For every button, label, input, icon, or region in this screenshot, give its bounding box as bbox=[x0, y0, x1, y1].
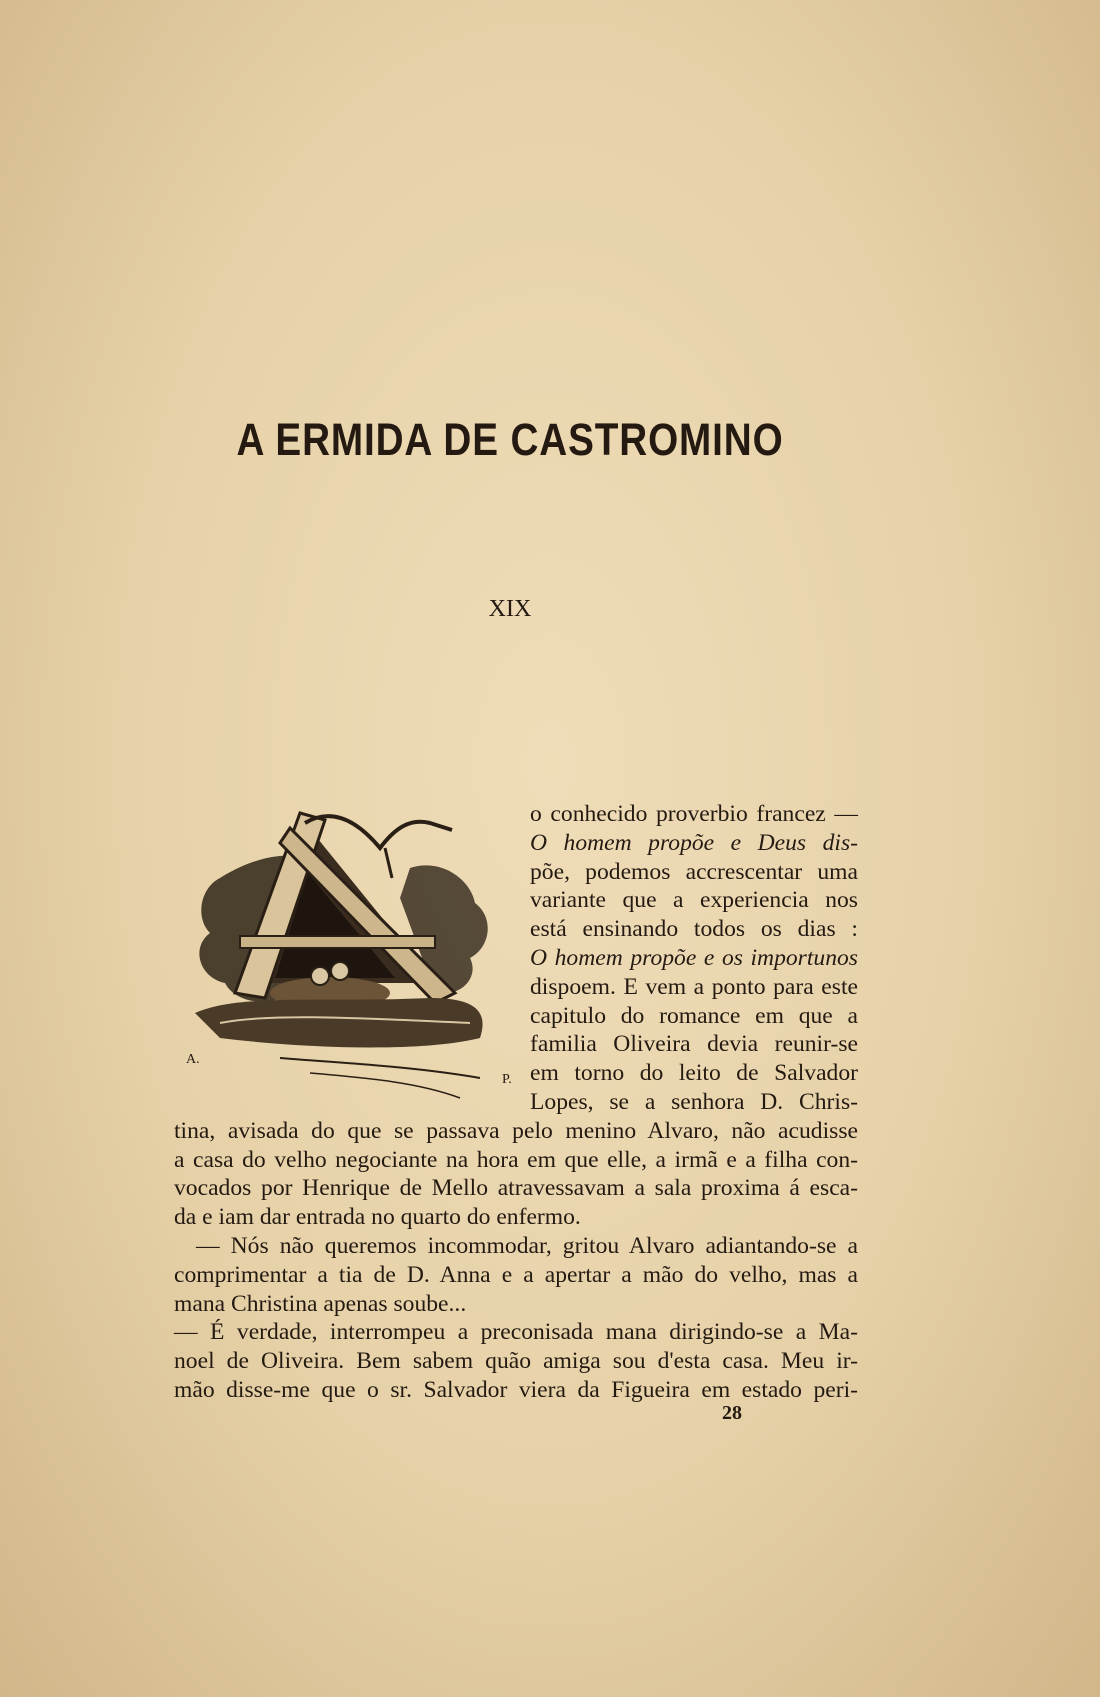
text-line: O homem propõe e Deus dis- bbox=[530, 829, 858, 856]
text-line: a casa do velho negociante na hora em que elle, a irmã e a filha con- bbox=[174, 1146, 858, 1173]
text-line: mana Christina apenas soube... bbox=[174, 1290, 467, 1317]
engraver-mark-p: P. bbox=[502, 1072, 512, 1087]
text-line: noel de Oliveira. Bem sabem quão amiga sou d'esta casa. Meu ir- bbox=[174, 1348, 858, 1375]
text-line: familia Oliveira devia reunir-se bbox=[530, 1031, 858, 1058]
text-line: vocados por Henrique de Mello atravessavam a sala proxima á esca- bbox=[174, 1175, 858, 1202]
text-line: — É verdade, interrompeu a preconisada mana dirigindo-se a Ma- bbox=[174, 1319, 858, 1346]
text-line: variante que a experiencia nos bbox=[530, 887, 858, 914]
body-text bbox=[174, 800, 858, 1405]
page-number: 28 bbox=[722, 1402, 742, 1424]
text-line: — Nós não queremos incommodar, gritou Alvaro adiantando-se a bbox=[196, 1232, 858, 1259]
text-line: capitulo do romance em que a bbox=[530, 1002, 858, 1029]
text-line: em torno do leito de Salvador bbox=[530, 1060, 858, 1087]
text-line: O homem propõe e os importunos bbox=[530, 944, 858, 971]
text-line: põe, podemos accrescentar uma bbox=[530, 858, 858, 885]
text-line: comprimentar a tia de D. Anna e a apertar a mão do velho, mas a bbox=[174, 1261, 858, 1288]
text-line: da e iam dar entrada no quarto do enfermo. bbox=[174, 1204, 581, 1231]
chapter-number: XIX bbox=[488, 596, 532, 622]
text-line: tina, avisada do que se passava pelo menino Alvaro, não acudisse bbox=[174, 1117, 858, 1144]
page-title: A ERMIDA DE CASTROMINO bbox=[236, 414, 784, 465]
text-line: dispoem. E vem a ponto para este bbox=[530, 973, 858, 1000]
text-line: o conhecido proverbio francez — bbox=[530, 801, 858, 827]
text-line: mão disse-me que o sr. Salvador viera da Figueira em estado peri- bbox=[174, 1376, 858, 1403]
engraver-mark-a: A. bbox=[186, 1052, 200, 1067]
text-line: está ensinando todos os dias : bbox=[530, 916, 858, 943]
text-line: Lopes, se a senhora D. Chris- bbox=[530, 1088, 858, 1115]
